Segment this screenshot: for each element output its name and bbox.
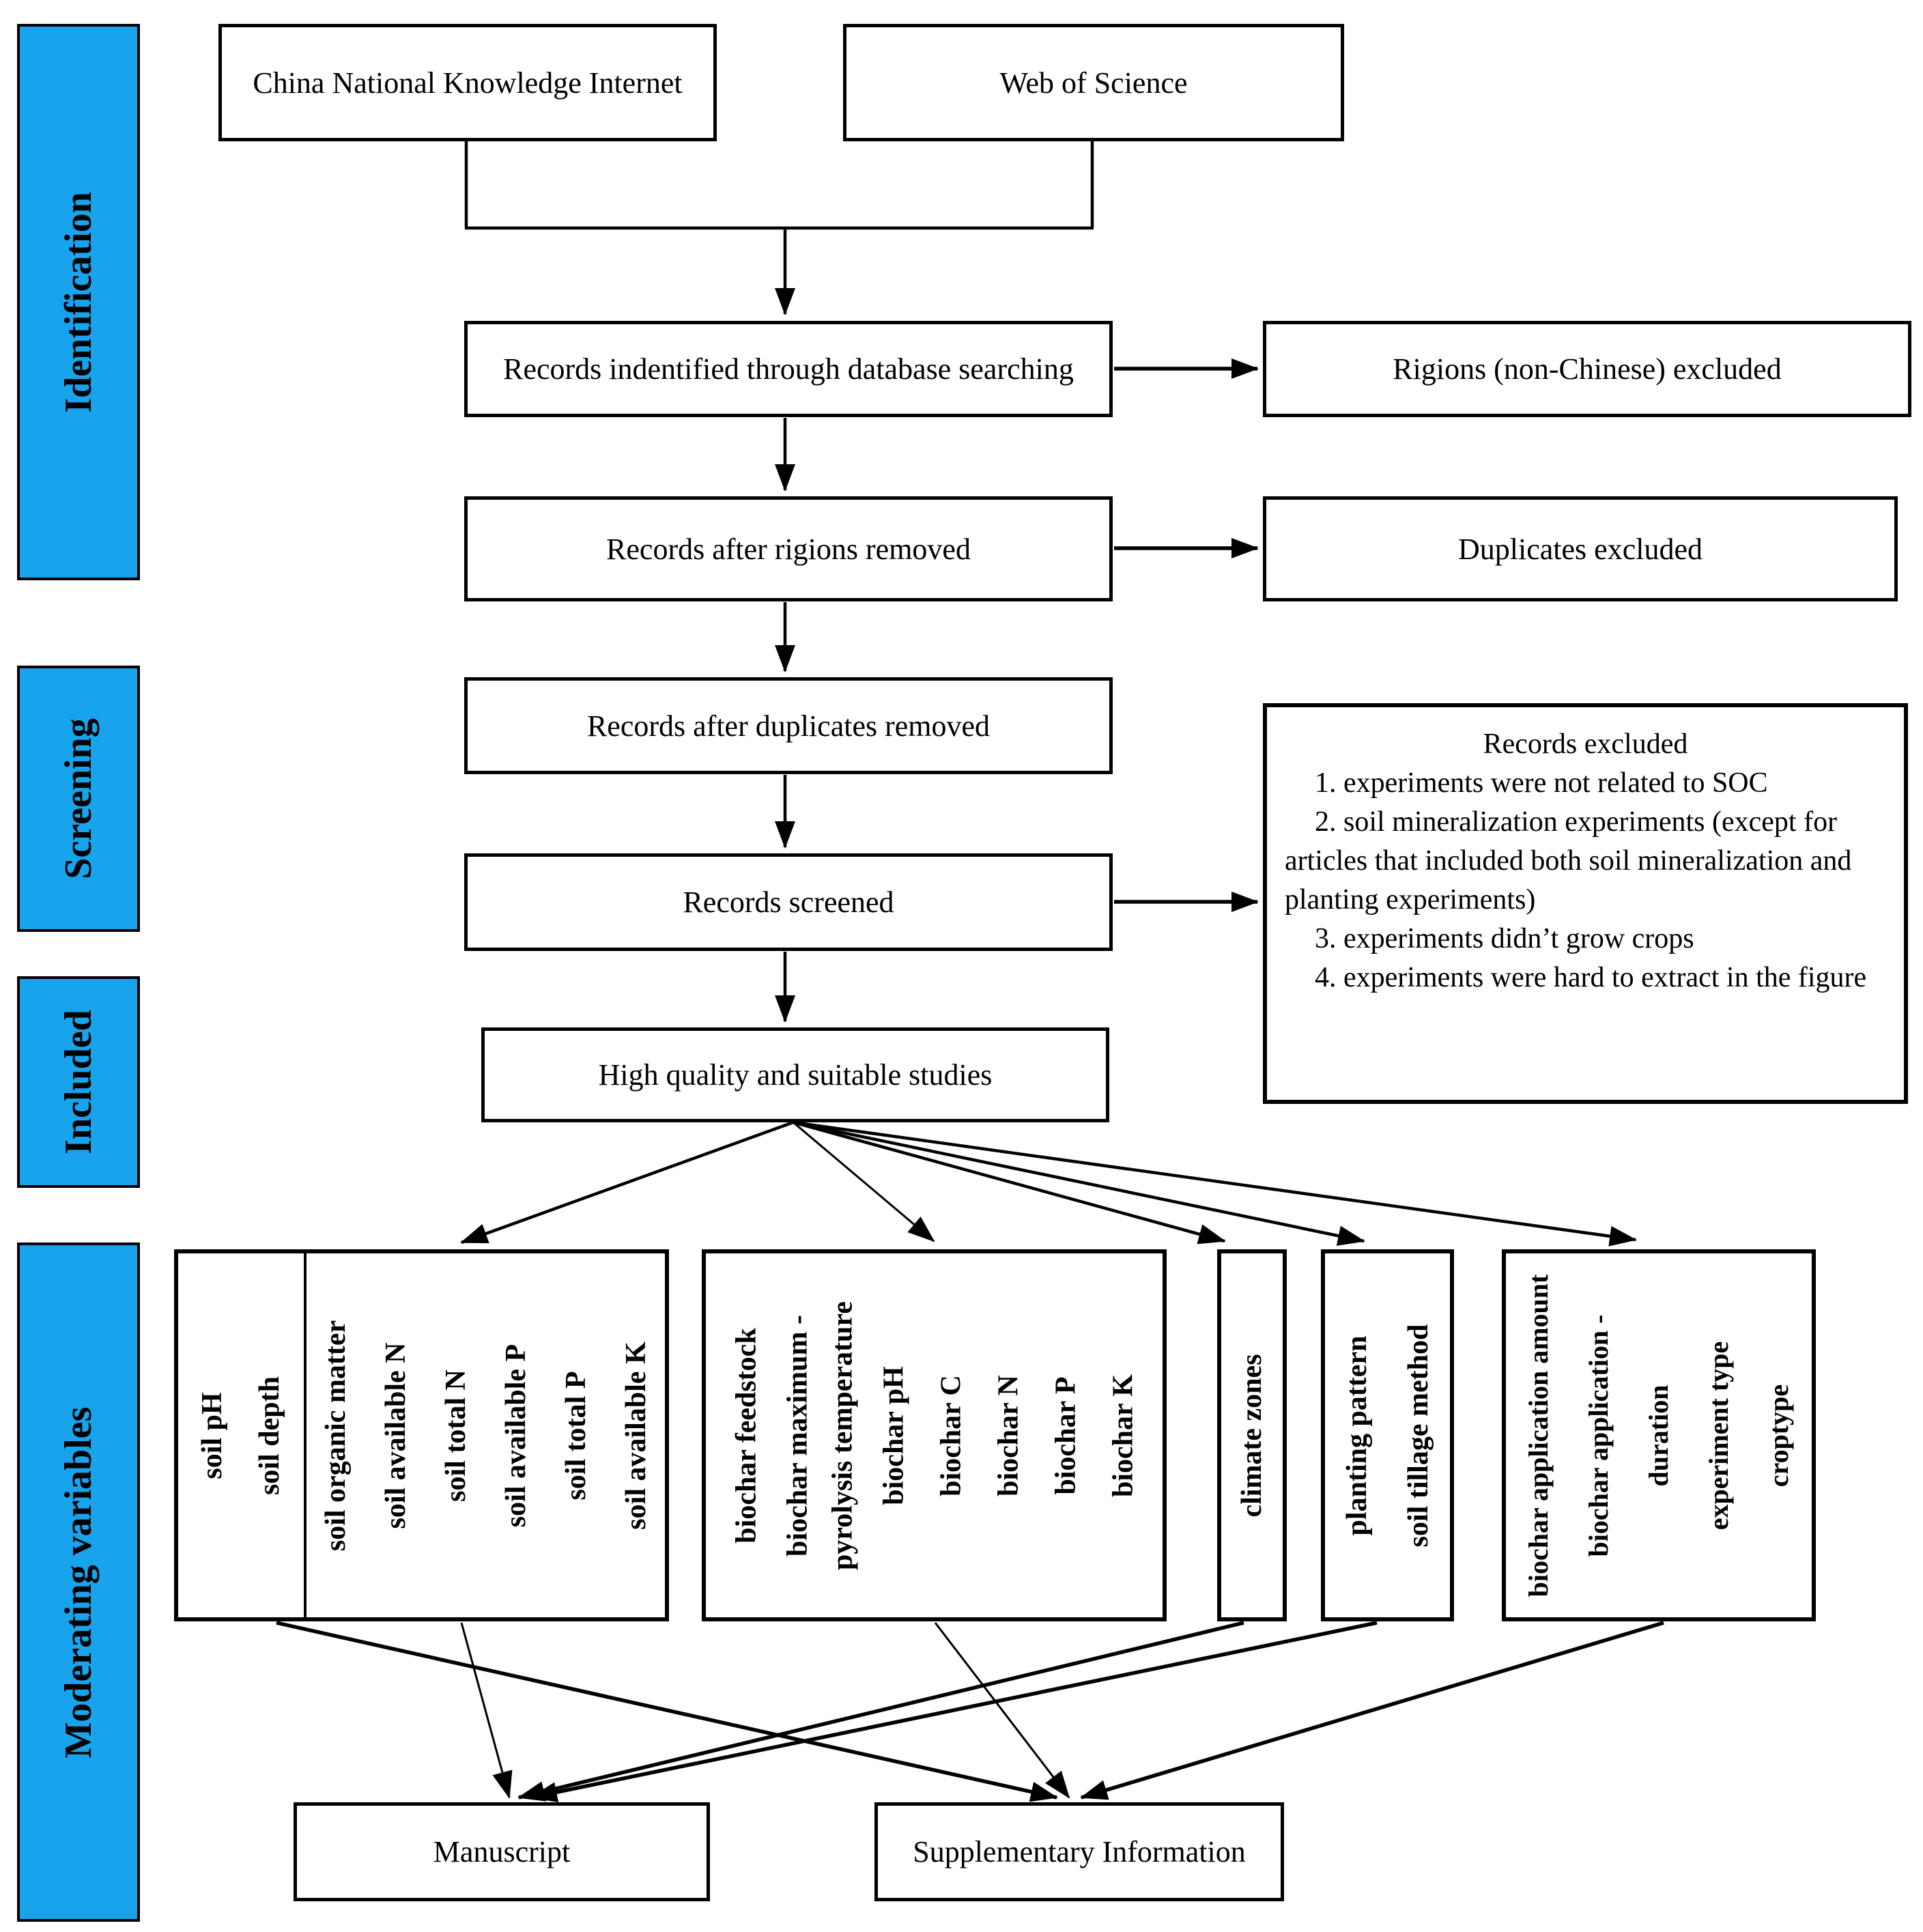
moderator-soil-total-n: soil total N — [440, 1369, 472, 1502]
records-duplicates-removed-label: Records after duplicates removed — [586, 709, 991, 743]
supplementary-information-box — [874, 1802, 1284, 1901]
moderator-biochar-n: biochar N — [992, 1374, 1024, 1496]
wos-source-label: Web of Science — [999, 66, 1188, 100]
arrow-soil-box-to-manuscript — [461, 1623, 509, 1798]
stage-moderating-variables-label: Moderating variables — [57, 1406, 100, 1758]
records-excluded-item-2: 2. soil mineralization experiments (except for articles that included both soil mineralization and planting experiments) — [1285, 806, 1852, 915]
moderator-experiment-type: experiment type — [1703, 1341, 1734, 1530]
high-quality-studies-box — [481, 1027, 1109, 1122]
stage-included-label: Included — [57, 1010, 100, 1154]
moderator-duration: duration — [1643, 1384, 1674, 1486]
stage-included — [17, 976, 140, 1188]
moderator-biochar-maximum: biochar maximum - — [781, 1314, 813, 1557]
soil-chem-cell — [307, 1253, 665, 1617]
manuscript-box — [294, 1802, 710, 1901]
arrow-management-box-to-manuscript — [531, 1623, 1377, 1798]
moderator-soil-total-p: soil total P — [560, 1371, 592, 1500]
records-excluded-item-3: 3. experiments didn’t grow crops — [1315, 923, 1694, 954]
records-identified-label: Records indentified through database searching — [503, 352, 1074, 386]
moderator-biochar-k: biochar K — [1107, 1374, 1139, 1497]
moderator-biochar-p: biochar P — [1049, 1376, 1081, 1495]
manuscript-label: Manuscript — [433, 1835, 571, 1869]
records-excluded-title: Records excluded — [1483, 728, 1688, 760]
moderator-soil-depth: soil depth — [254, 1376, 285, 1495]
stage-identification-label: Identification — [57, 191, 100, 413]
arrow-application-box-to-supplementary — [1081, 1623, 1664, 1798]
records-excluded-item-4: 4. experiments were hard to extract in the figure — [1315, 962, 1867, 993]
moderator-box-climate — [1217, 1249, 1287, 1621]
supplementary-information-label: Supplementary Information — [913, 1835, 1246, 1869]
rigions-excluded-label: Rigions (non-Chinese) excluded — [1393, 352, 1782, 386]
records-rigions-removed-label: Records after rigions removed — [606, 532, 971, 566]
moderator-soil-available-p: soil available P — [500, 1344, 532, 1527]
cnki-source-label: China National Knowledge Internet — [253, 66, 683, 100]
moderator-application-amount: biochar application amount — [1523, 1274, 1554, 1597]
moderator-box-application — [1502, 1249, 1816, 1621]
moderator-box-management — [1321, 1249, 1454, 1621]
moderator-soil-available-n: soil available N — [380, 1341, 412, 1529]
records-screened-label: Records screened — [683, 885, 894, 919]
moderator-application-dash: biochar application - — [1583, 1314, 1614, 1557]
soil-basic-cell — [178, 1253, 304, 1617]
moderator-pyrolysis-temperature: pyrolysis temperature — [826, 1301, 858, 1570]
moderator-soil-ph: soil pH — [197, 1391, 228, 1479]
moderator-climate-zones: climate zones — [1236, 1353, 1268, 1518]
moderator-biochar-feedstock: biochar feedstock — [730, 1327, 762, 1544]
arrow-fan-to-soil-box — [461, 1122, 793, 1242]
wos-source-box — [843, 24, 1344, 141]
records-rigions-removed-box — [464, 496, 1113, 601]
stage-identification — [17, 24, 140, 580]
cnki-source-box — [218, 24, 717, 141]
records-screened-box — [464, 853, 1113, 951]
moderator-soil-organic-matter: soil organic matter — [319, 1320, 352, 1551]
records-duplicates-removed-box — [464, 677, 1113, 774]
moderator-planting-pattern: planting pattern — [1341, 1335, 1373, 1535]
records-identified-box — [464, 321, 1113, 417]
duplicates-excluded-box — [1263, 496, 1898, 601]
moderator-biochar-ph: biochar pH — [877, 1365, 909, 1505]
moderator-croptype: croptype — [1763, 1384, 1794, 1487]
moderator-box-biochar — [702, 1249, 1167, 1621]
rigions-excluded-box — [1263, 321, 1911, 417]
high-quality-studies-label: High quality and suitable studies — [598, 1058, 993, 1092]
stage-screening — [17, 666, 140, 932]
records-excluded-item-1: 1. experiments were not related to SOC — [1315, 767, 1768, 799]
arrow-fan-to-application-box — [793, 1122, 1636, 1240]
arrow-fan-to-climate-box — [793, 1122, 1225, 1241]
arrow-fan-to-management-box — [793, 1122, 1364, 1241]
duplicates-excluded-label: Duplicates excluded — [1458, 532, 1703, 566]
stage-moderating-variables — [17, 1242, 140, 1922]
records-excluded-box — [1263, 703, 1908, 1104]
moderator-soil-tillage-method: soil tillage method — [1402, 1324, 1434, 1547]
moderator-soil-available-k: soil available K — [620, 1341, 652, 1530]
stage-screening-label: Screening — [57, 718, 100, 879]
arrow-climate-box-to-manuscript — [519, 1623, 1244, 1798]
moderator-biochar-c: biochar C — [935, 1374, 967, 1496]
moderator-box-soil — [174, 1249, 669, 1621]
